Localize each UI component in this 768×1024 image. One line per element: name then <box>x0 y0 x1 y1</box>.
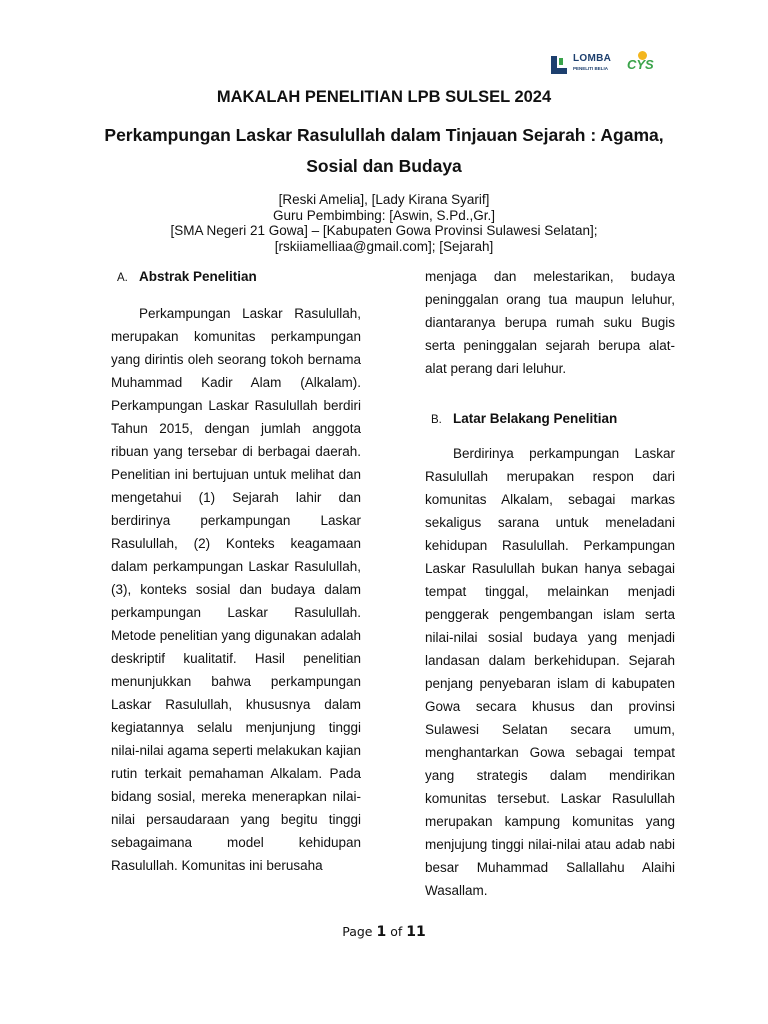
background-paragraph: Berdirinya perkampungan Laskar Rasulullah merupakan respon dari komunitas Alkalam, sebagai markas sekaligus sarana untuk meneladani kehidupan Rasulullah. Perkampungan Laskar Rasulullah bukan hanya sebagai tempat tinggal, melainkan menjadi penggerak pengembangan islam serta nilai-nilai sosial budaya yang menjadi landasan dalam berkehidupan. Sejarah penjang penyebaran islam di kabupaten Gowa secara khusus dan provinsi Sulawesi Selatan secara umum, menghantarkan Gowa sebagai tempat yang strategis dalam mendirikan komunitas tersebut. Laskar Rasulullah merupakan kampung komunitas yang menjujung tinggi nilai-nilai atau adab nabi besar Muhammad Sallallahu Alaihi Wasallam. <box>425 446 675 898</box>
advisor-line: Guru Pembimbing: [Aswin, S.Pd.,Gr.] <box>272 207 496 223</box>
lomba-mark-icon <box>548 54 570 76</box>
total-pages: 11 <box>406 924 426 940</box>
section-spacer <box>425 380 675 407</box>
section-heading-text: Abstrak Penelitian <box>139 269 257 284</box>
left-column <box>111 265 361 877</box>
lomba-peneliti-belia-logo <box>546 52 616 78</box>
paper-subtitle: Perkampungan Laskar Rasulullah dalam Tinjauan Sejarah : Agama, Sosial dan Budaya <box>104 125 664 176</box>
section-marker: A. <box>117 272 128 284</box>
paper-title: MAKALAH PENELITIAN LPB SULSEL 2024 <box>216 88 552 106</box>
author-block <box>0 192 768 254</box>
cys-logo-word: CYS <box>627 57 654 72</box>
abstract-paragraph: Perkampungan Laskar Rasulullah, merupakan komunitas perkampungan yang dirintis oleh seorang tokoh bernama Muhammad Kadir Alam (Alkalam). Perkampungan Laskar Rasulullah berdiri Tahun 2015, dengan jumlah anggota ribuan yang tersebar di berbagai daerah. Penelitian ini bertujuan untuk melihat dan mengetahui (1) Sejarah lahir dan berdirinya perkampungan Laskar Rasulullah, (2) Konteks keagamaan dalam perkampungan Laskar Rasulullah, (3), konteks sosial dan budaya dalam perkampungan Laskar Rasulullah. Metode penelitian yang digunakan adalah deskriptif kualitatif. Hasil penelitian menunjukkan bahwa perkampungan Laskar Rasulullah, khususnya dalam kegiatannya selalu menjunjung tinggi nilai-nilai agama seperti melakukan kajian rutin terkait pemahaman Alkalam. Pada bidang sosial, mereka menerapkan nilai-nilai persaudaraan yang begitu tinggi sebagaimana model kehidupan Rasulullah. Komunitas ini berusaha <box>111 306 361 873</box>
header-logos <box>546 50 666 80</box>
contact-line: [rskiiamelliaa@gmail.com]; [Sejarah] <box>274 238 494 254</box>
section-heading-text: Latar Belakang Penelitian <box>453 411 618 426</box>
section-heading-background <box>425 407 675 432</box>
cys-logo <box>624 50 662 80</box>
lomba-logo-subtitle: PENELITI BELIA <box>573 66 609 71</box>
abstract-paragraph-continued: menjaga dan melestarikan, budaya peninggalan orang tua maupun leluhur, diantaranya berupa rumah suku Bugis serta peninggalan sejarah berupa alat-alat perang dari leluhur. <box>425 269 675 376</box>
page-footer <box>0 924 768 940</box>
author-names: [Reski Amelia], [Lady Kirana Syarif] <box>278 192 490 207</box>
lomba-logo-word: LOMBA <box>573 53 612 64</box>
of-label: of <box>390 924 403 939</box>
section-heading-abstract <box>111 265 361 290</box>
right-column <box>425 265 675 902</box>
section-marker: B. <box>431 414 442 426</box>
school-line: [SMA Negeri 21 Gowa] – [Kabupaten Gowa Provinsi Sulawesi Selatan]; <box>170 223 598 238</box>
page-number: 1 <box>376 924 387 940</box>
page-label: Page <box>342 924 373 939</box>
